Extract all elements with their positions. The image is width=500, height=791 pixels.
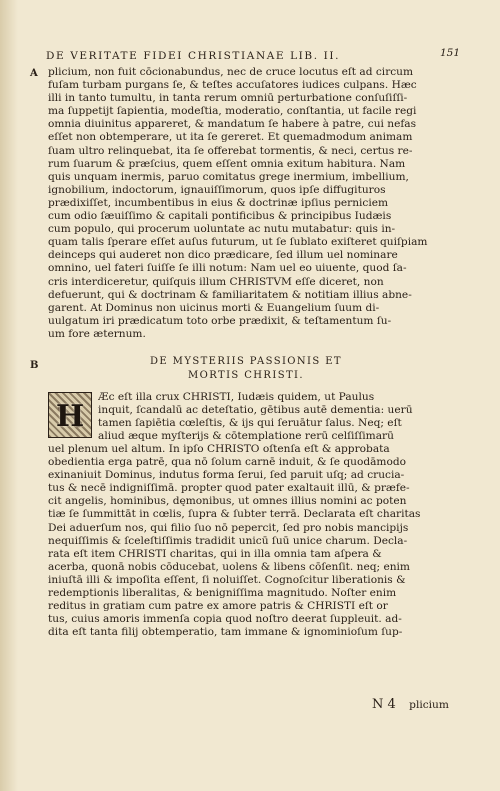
text-line: prædixiſſet, incumbentibus in eius & doctrinæ ipſius perniciem: [48, 196, 389, 209]
folio-number: 151: [440, 47, 461, 59]
signature-mark: N 4: [372, 697, 396, 712]
margin-letter-a: A: [30, 68, 38, 79]
text-line: inquit, ſcandalū ac deteſtatio, gētibus autē dementia: uerū: [98, 404, 413, 417]
text-line: cit angelis, hominibus, dęmonibus, ut omnes illius nomini ac poten: [48, 495, 407, 508]
text-line: iniuſtā illi & impoſita eſſent, ſi noluiſſet. Cognoſcitur liberationis &: [48, 573, 406, 586]
text-line: omnia diuinitus appareret, & mandatum ſe habere à patre, cui nefas: [48, 118, 417, 131]
text-block-2: [48, 443, 444, 639]
text-line: rum ſuarum & præſcius, quem eſſent omnia exitum habitura. Nam: [48, 157, 406, 170]
text-line: ignobilium, indoctorum, ignauiſſimorum, quos ipſe diffugituros: [48, 183, 386, 196]
catchword-line: [372, 697, 449, 712]
text-line: tiæ ſe ſummittāt in cœlis, ſupra & ſubter terrā. Declarata eſt charitas: [48, 508, 421, 521]
catchword: plicium: [409, 699, 449, 711]
text-line: nequiſſimis & ſceleſtiſſimis tradidit unicū ſuū unice charum. Decla-: [48, 534, 408, 547]
text-line: cris interdiceretur, quiſquis illum CHRISTVM eſſe diceret, non: [48, 275, 384, 288]
text-line: tus & necē indigniſſimā. propter quod pater exaltauit illū, & præfe-: [48, 482, 410, 495]
text-line: defuerunt, qui & doctrinam & familiaritatem & notitiam illius abne-: [48, 288, 412, 301]
text-line: Dei aduerſum nos, qui filio ſuo nō pepercit, ſed pro nobis mancipijs: [48, 521, 409, 534]
page-fold-shadow: [0, 0, 18, 791]
text-line: cum populo, qui procerum uoluntate ac nutu mutabatur: quis in-: [48, 223, 396, 236]
text-line: eſſet non obtemperare, ut ita ſe gereret. Et quemadmodum animam: [48, 131, 413, 144]
text-line: acerba, quonā nobis cōducebat, uolens & libens cōſenſit. neq; enim: [48, 560, 410, 573]
text-line: cum odio ſæuiſſimo & capitali pontificibus & principibus Iudæis: [48, 210, 392, 223]
text-line: plicium, non fuit cōcionabundus, nec de cruce locutus eſt ad circum: [48, 66, 414, 78]
text-line: redemptionis liberalitas, & benigniſſima magnitudo. Noſter enim: [48, 587, 397, 600]
text-line: uulgatum iri prædicatum toto orbe prædixit, & teſtamentum ſu-: [48, 314, 392, 327]
initial-letter: H: [55, 399, 85, 434]
text-line: fuſam turbam purgans ſe, & teſtes accuſatores iudices culpans. Hæc: [48, 79, 417, 92]
margin-letter-b: B: [30, 360, 39, 371]
text-line: quis unquam inermis, paruo comitatus grege inermium, imbellium,: [48, 170, 409, 183]
text-line: tamen ſapiētia cœleſtis, & ijs qui ſeruātur ſalus. Neq; eſt: [98, 417, 402, 430]
text-line: rata eſt item CHRISTI charitas, qui in illa omnia tam aſpera &: [48, 547, 382, 560]
text-line: omnino, uel fateri ſuiſſe ſe illi notum: Nam uel eo uiuente, quod ſa-: [48, 262, 407, 275]
text-line: um fore æternum.: [48, 327, 146, 340]
running-head: DE VERITATE FIDEI CHRISTIANAE LIB. II.: [46, 50, 341, 62]
text-line: quam talis ſperare eſſet auſus futurum, ut ſe ſublato exiſteret quiſpiam: [48, 236, 428, 249]
section-heading-line-1: DE MYSTERIIS PASSIONIS ET: [149, 356, 343, 367]
text-line: ma ſuppetijt ſapientia, modeſtia, moderatio, conſtantia, ut facile regi: [48, 105, 417, 118]
text-line: exinaniuit Dominus, indutus forma ſerui, ſed paruit uſq; ad crucia-: [48, 469, 405, 482]
text-line: aliud æque myſterijs & cōtemplatione rerū celſiſſimarū: [98, 430, 394, 443]
text-line: tus, cuius amoris immenſa copia quod noſtro deerat ſuppleuit. ad-: [48, 613, 402, 626]
section-heading-line-2: MORTIS CHRISTI.: [188, 370, 304, 381]
text-line: deinceps qui auderet non dico prædicare, ſed illum uel nominare: [48, 249, 398, 262]
text-line: obedientia erga patrē, qua nō ſolum carnē induit, & ſe quodāmodo: [48, 456, 407, 469]
text-line: dita eſt tanta filij obtemperatio, tam immane & ignominioſum ſup-: [48, 626, 403, 639]
text-line: uel plenum uel altum. In ipſo CHRISTO oſtenſa eſt & approbata: [48, 443, 390, 455]
text-line: garent. At Dominus non uicinus morti & Euangelium ſuum di-: [48, 301, 380, 314]
text-line: reditus in gratiam cum patre ex amore patris & CHRISTI eſt or: [48, 600, 388, 613]
text-line: illi in tanto tumultu, in tanta rerum omniū perturbatione conſuſiſſi-: [48, 92, 408, 105]
text-block-2-indented: [98, 391, 444, 443]
text-line: Æc eſt illa crux CHRISTI, Iudæis quidem, ut Paulus: [98, 391, 375, 403]
decorated-initial: [48, 392, 92, 438]
text-block-1: [48, 66, 444, 341]
text-line: ſuam ultro relinquebat, ita ſe offerebat tormentis, & neci, certus re-: [48, 144, 413, 157]
